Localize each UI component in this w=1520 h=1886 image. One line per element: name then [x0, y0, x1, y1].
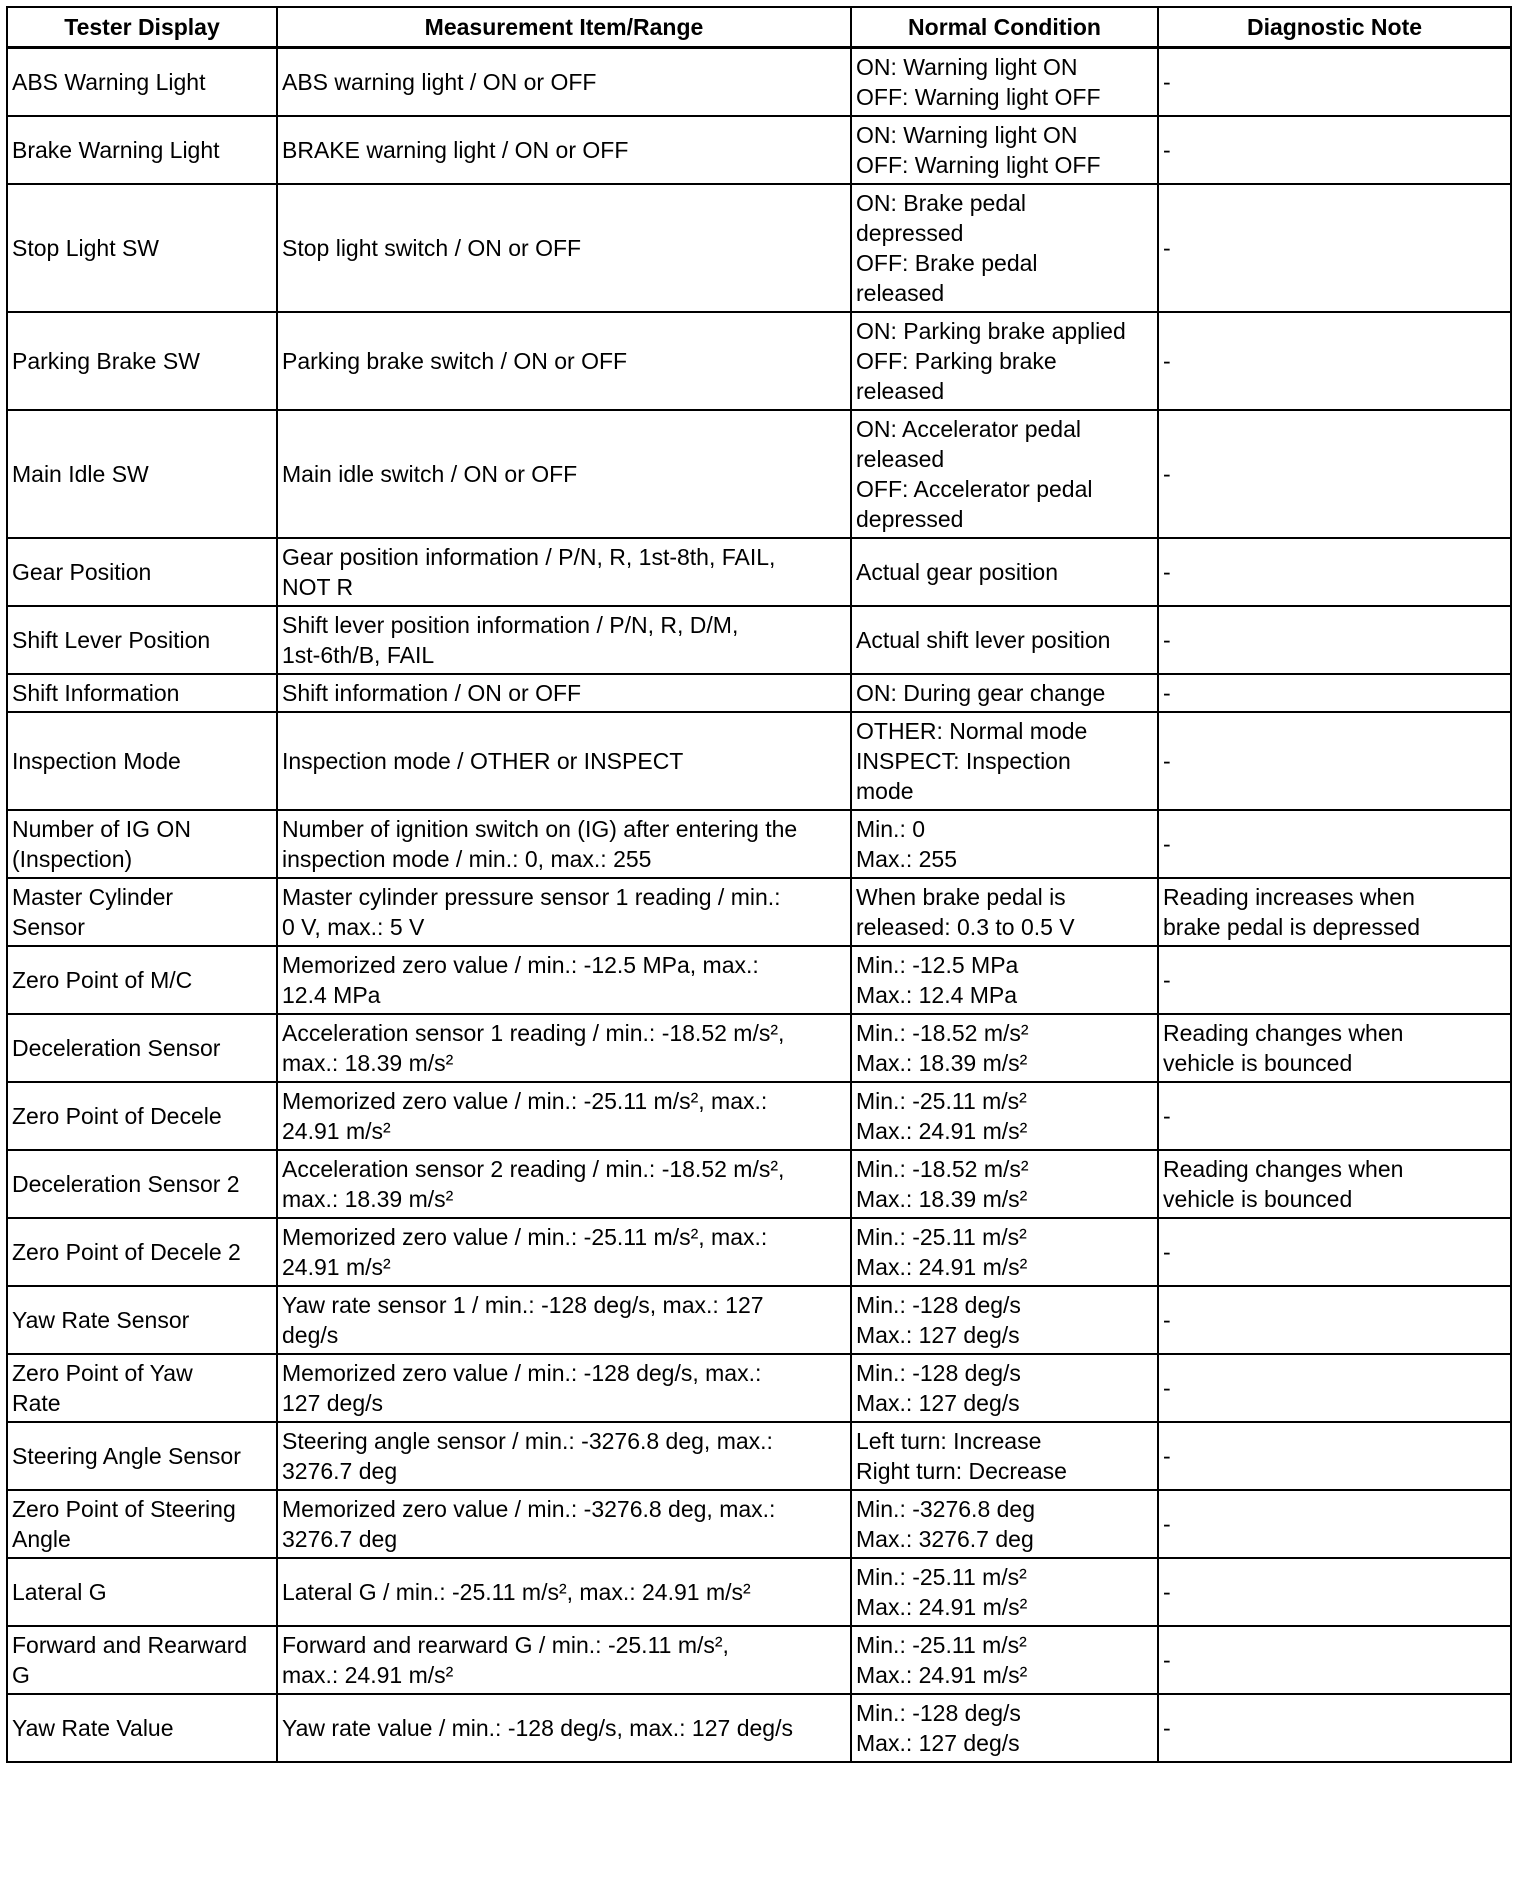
cell-text-line: max.: 18.39 m/s² [282, 1186, 454, 1212]
cell-text-line: Max.: 255 [856, 846, 957, 872]
cell-diagnostic-note [1158, 1218, 1511, 1286]
cell-diagnostic-note [1158, 810, 1511, 878]
cell-text-line: 1st-6th/B, FAIL [282, 642, 435, 668]
table-row [7, 946, 1511, 1014]
cell-text-line: Max.: 18.39 m/s² [856, 1050, 1028, 1076]
cell-text-line: 3276.7 deg [282, 1526, 398, 1552]
cell-text-line: max.: 24.91 m/s² [282, 1662, 454, 1688]
cell-text-line: OFF: Parking brake [856, 348, 1057, 374]
cell-normal-condition [851, 1082, 1158, 1150]
cell-text-line: Reading increases when [1163, 884, 1415, 910]
cell-text-line: - [1163, 69, 1171, 95]
cell-text-line: When brake pedal is [856, 884, 1066, 910]
cell-text-line: OFF: Accelerator pedal [856, 476, 1093, 502]
cell-text-line: - [1163, 1579, 1171, 1605]
table-row [7, 410, 1511, 538]
cell-text-line: Yaw Rate Value [12, 1715, 174, 1741]
cell-text-line: released [856, 446, 945, 472]
cell-text-line: Deceleration Sensor [12, 1035, 221, 1061]
cell-text-line: Inspection Mode [12, 748, 181, 774]
cell-text-line: Max.: 24.91 m/s² [856, 1254, 1028, 1280]
cell-text-line: Max.: 24.91 m/s² [856, 1662, 1028, 1688]
cell-measurement-item [277, 410, 851, 538]
cell-diagnostic-note [1158, 878, 1511, 946]
cell-diagnostic-note [1158, 312, 1511, 410]
cell-text-line: Reading changes when [1163, 1020, 1404, 1046]
cell-text-line: Max.: 18.39 m/s² [856, 1186, 1028, 1212]
cell-text-line: Max.: 127 deg/s [856, 1730, 1020, 1756]
cell-diagnostic-note [1158, 116, 1511, 184]
cell-normal-condition [851, 1218, 1158, 1286]
cell-text-line: - [1163, 1443, 1171, 1469]
cell-diagnostic-note [1158, 712, 1511, 810]
cell-text-line: OFF: Brake pedal [856, 250, 1038, 276]
header-tester-display: Tester Display [7, 7, 277, 48]
cell-text-line: Min.: -18.52 m/s² [856, 1020, 1029, 1046]
page [6, 6, 1510, 1763]
cell-measurement-item [277, 1422, 851, 1490]
cell-text-line: Inspection mode / OTHER or INSPECT [282, 748, 684, 774]
cell-normal-condition [851, 712, 1158, 810]
cell-diagnostic-note [1158, 1626, 1511, 1694]
cell-text-line: Actual gear position [856, 559, 1059, 585]
cell-tester-display [7, 116, 277, 184]
cell-text-line: Yaw rate sensor 1 / min.: -128 deg/s, max.: 127 [282, 1292, 764, 1318]
cell-text-line: 127 deg/s [282, 1390, 384, 1416]
cell-text-line: Memorized zero value / min.: -25.11 m/s², max.: [282, 1224, 768, 1250]
cell-measurement-item [277, 1558, 851, 1626]
header-normal-condition: Normal Condition [851, 7, 1158, 48]
cell-text-line: Shift information / ON or OFF [282, 680, 582, 706]
cell-normal-condition [851, 606, 1158, 674]
cell-tester-display [7, 538, 277, 606]
cell-tester-display [7, 1558, 277, 1626]
table-row [7, 538, 1511, 606]
cell-text-line: 24.91 m/s² [282, 1118, 391, 1144]
cell-diagnostic-note [1158, 410, 1511, 538]
cell-text-line: Min.: -18.52 m/s² [856, 1156, 1029, 1182]
cell-text-line: ABS warning light / ON or OFF [282, 69, 597, 95]
cell-text-line: Max.: 24.91 m/s² [856, 1594, 1028, 1620]
cell-text-line: Memorized zero value / min.: -12.5 MPa, max.: [282, 952, 759, 978]
cell-measurement-item [277, 878, 851, 946]
cell-text-line: - [1163, 831, 1171, 857]
cell-text-line: ON: During gear change [856, 680, 1106, 706]
cell-text-line: vehicle is bounced [1163, 1050, 1353, 1076]
cell-text-line: Min.: -128 deg/s [856, 1360, 1021, 1386]
cell-text-line: Memorized zero value / min.: -128 deg/s, max.: [282, 1360, 762, 1386]
cell-text-line: Zero Point of Steering [12, 1496, 236, 1522]
cell-text-line: - [1163, 461, 1171, 487]
cell-text-line: Sensor [12, 914, 85, 940]
cell-diagnostic-note [1158, 48, 1511, 117]
cell-text-line: - [1163, 1375, 1171, 1401]
cell-text-line: Main Idle SW [12, 461, 149, 487]
table-row [7, 312, 1511, 410]
cell-text-line: ON: Warning light ON [856, 54, 1078, 80]
cell-text-line: Memorized zero value / min.: -25.11 m/s², max.: [282, 1088, 768, 1114]
cell-text-line: Actual shift lever position [856, 627, 1111, 653]
cell-text-line: Forward and Rearward [12, 1632, 248, 1658]
cell-diagnostic-note [1158, 1286, 1511, 1354]
cell-text-line: - [1163, 1511, 1171, 1537]
data-list-table [6, 6, 1512, 1763]
cell-text-line: Max.: 127 deg/s [856, 1390, 1020, 1416]
cell-tester-display [7, 810, 277, 878]
cell-text-line: vehicle is bounced [1163, 1186, 1353, 1212]
cell-measurement-item [277, 606, 851, 674]
table-row [7, 810, 1511, 878]
cell-diagnostic-note [1158, 1694, 1511, 1762]
cell-text-line: inspection mode / min.: 0, max.: 255 [282, 846, 652, 872]
table-row [7, 116, 1511, 184]
cell-tester-display [7, 1490, 277, 1558]
table-row [7, 606, 1511, 674]
cell-text-line: Number of ignition switch on (IG) after entering the [282, 816, 798, 842]
cell-tester-display [7, 48, 277, 117]
table-row [7, 1014, 1511, 1082]
cell-measurement-item [277, 48, 851, 117]
cell-text-line: Angle [12, 1526, 71, 1552]
cell-diagnostic-note [1158, 1082, 1511, 1150]
cell-tester-display [7, 1218, 277, 1286]
cell-text-line: depressed [856, 220, 964, 246]
cell-measurement-item [277, 312, 851, 410]
cell-text-line: Left turn: Increase [856, 1428, 1042, 1454]
table-row [7, 1558, 1511, 1626]
cell-normal-condition [851, 184, 1158, 312]
cell-text-line: - [1163, 680, 1171, 706]
cell-text-line: Master Cylinder [12, 884, 174, 910]
cell-text-line: Master cylinder pressure sensor 1 reading / min.: [282, 884, 781, 910]
cell-text-line: Max.: 12.4 MPa [856, 982, 1018, 1008]
cell-text-line: Lateral G / min.: -25.11 m/s², max.: 24.91 m/s² [282, 1579, 751, 1605]
cell-text-line: Max.: 127 deg/s [856, 1322, 1020, 1348]
cell-diagnostic-note [1158, 674, 1511, 712]
cell-tester-display [7, 674, 277, 712]
cell-normal-condition [851, 1150, 1158, 1218]
cell-text-line: Min.: -128 deg/s [856, 1292, 1021, 1318]
header-diagnostic-note: Diagnostic Note [1158, 7, 1511, 48]
cell-text-line: OFF: Warning light OFF [856, 152, 1101, 178]
cell-text-line: Deceleration Sensor 2 [12, 1171, 240, 1197]
cell-text-line: NOT R [282, 574, 354, 600]
cell-normal-condition [851, 1422, 1158, 1490]
cell-tester-display [7, 606, 277, 674]
cell-measurement-item [277, 1286, 851, 1354]
cell-tester-display [7, 1082, 277, 1150]
cell-text-line: 12.4 MPa [282, 982, 381, 1008]
cell-normal-condition [851, 410, 1158, 538]
cell-normal-condition [851, 48, 1158, 117]
cell-diagnostic-note [1158, 1422, 1511, 1490]
table-header [7, 7, 1511, 48]
cell-text-line: ABS Warning Light [12, 69, 206, 95]
cell-normal-condition [851, 312, 1158, 410]
cell-diagnostic-note [1158, 184, 1511, 312]
cell-text-line: Yaw Rate Sensor [12, 1307, 190, 1333]
cell-text-line: - [1163, 967, 1171, 993]
cell-normal-condition [851, 674, 1158, 712]
cell-text-line: - [1163, 627, 1171, 653]
cell-text-line: - [1163, 559, 1171, 585]
cell-text-line: OTHER: Normal mode [856, 718, 1088, 744]
cell-tester-display [7, 878, 277, 946]
cell-measurement-item [277, 116, 851, 184]
cell-measurement-item [277, 810, 851, 878]
cell-text-line: Lateral G [12, 1579, 107, 1605]
cell-text-line: Acceleration sensor 1 reading / min.: -18.52 m/s², [282, 1020, 785, 1046]
cell-text-line: - [1163, 748, 1171, 774]
cell-tester-display [7, 1626, 277, 1694]
cell-text-line: - [1163, 1307, 1171, 1333]
cell-text-line: Yaw rate value / min.: -128 deg/s, max.: 127 deg/s [282, 1715, 793, 1741]
cell-measurement-item [277, 538, 851, 606]
cell-text-line: Min.: -25.11 m/s² [856, 1224, 1027, 1250]
cell-text-line: OFF: Warning light OFF [856, 84, 1101, 110]
cell-text-line: ON: Parking brake applied [856, 318, 1126, 344]
table-row [7, 674, 1511, 712]
cell-measurement-item [277, 184, 851, 312]
cell-text-line: Zero Point of M/C [12, 967, 193, 993]
cell-text-line: - [1163, 1647, 1171, 1673]
cell-text-line: Stop light switch / ON or OFF [282, 235, 582, 261]
cell-text-line: Zero Point of Decele [12, 1103, 222, 1129]
cell-measurement-item [277, 1354, 851, 1422]
cell-text-line: ON: Brake pedal [856, 190, 1027, 216]
cell-normal-condition [851, 878, 1158, 946]
cell-text-line: Gear Position [12, 559, 152, 585]
cell-text-line: Max.: 3276.7 deg [856, 1526, 1034, 1552]
cell-text-line: Shift lever position information / P/N, R, D/M, [282, 612, 739, 638]
cell-measurement-item [277, 1218, 851, 1286]
cell-normal-condition [851, 116, 1158, 184]
cell-normal-condition [851, 946, 1158, 1014]
table-row [7, 712, 1511, 810]
cell-text-line: - [1163, 1715, 1171, 1741]
cell-text-line: Min.: 0 [856, 816, 926, 842]
cell-normal-condition [851, 538, 1158, 606]
cell-text-line: Shift Lever Position [12, 627, 211, 653]
header-row [7, 7, 1511, 48]
cell-normal-condition [851, 1626, 1158, 1694]
cell-measurement-item [277, 946, 851, 1014]
cell-text-line: Rate [12, 1390, 61, 1416]
cell-diagnostic-note [1158, 1014, 1511, 1082]
cell-text-line: Acceleration sensor 2 reading / min.: -18.52 m/s², [282, 1156, 785, 1182]
cell-text-line: 3276.7 deg [282, 1458, 398, 1484]
cell-tester-display [7, 1286, 277, 1354]
cell-text-line: Min.: -128 deg/s [856, 1700, 1021, 1726]
cell-tester-display [7, 410, 277, 538]
cell-text-line: 24.91 m/s² [282, 1254, 391, 1280]
table-row [7, 184, 1511, 312]
cell-text-line: Zero Point of Decele 2 [12, 1239, 241, 1265]
cell-normal-condition [851, 1694, 1158, 1762]
cell-tester-display [7, 1354, 277, 1422]
cell-measurement-item [277, 712, 851, 810]
cell-text-line: released [856, 280, 945, 306]
cell-text-line: G [12, 1662, 30, 1688]
cell-measurement-item [277, 1626, 851, 1694]
cell-normal-condition [851, 1490, 1158, 1558]
cell-text-line: Min.: -3276.8 deg [856, 1496, 1036, 1522]
cell-normal-condition [851, 810, 1158, 878]
cell-tester-display [7, 312, 277, 410]
cell-text-line: Min.: -25.11 m/s² [856, 1632, 1027, 1658]
cell-tester-display [7, 712, 277, 810]
cell-text-line: brake pedal is depressed [1163, 914, 1420, 940]
table-row [7, 1354, 1511, 1422]
cell-measurement-item [277, 1490, 851, 1558]
cell-text-line: ON: Accelerator pedal [856, 416, 1082, 442]
table-row [7, 1626, 1511, 1694]
cell-normal-condition [851, 1354, 1158, 1422]
cell-text-line: Shift Information [12, 680, 180, 706]
cell-text-line: depressed [856, 506, 964, 532]
cell-text-line: INSPECT: Inspection [856, 748, 1071, 774]
cell-text-line: - [1163, 235, 1171, 261]
table-row [7, 878, 1511, 946]
cell-tester-display [7, 1422, 277, 1490]
cell-text-line: - [1163, 1103, 1171, 1129]
cell-tester-display [7, 1150, 277, 1218]
cell-tester-display [7, 1694, 277, 1762]
cell-text-line: Main idle switch / ON or OFF [282, 461, 578, 487]
cell-text-line: Reading changes when [1163, 1156, 1404, 1182]
table-row [7, 1422, 1511, 1490]
cell-text-line: BRAKE warning light / ON or OFF [282, 137, 629, 163]
cell-text-line: Right turn: Decrease [856, 1458, 1067, 1484]
cell-text-line: - [1163, 1239, 1171, 1265]
cell-diagnostic-note [1158, 1150, 1511, 1218]
cell-text-line: ON: Warning light ON [856, 122, 1078, 148]
cell-measurement-item [277, 674, 851, 712]
cell-text-line: released [856, 378, 945, 404]
table-row [7, 1694, 1511, 1762]
cell-normal-condition [851, 1014, 1158, 1082]
table-row [7, 1218, 1511, 1286]
cell-normal-condition [851, 1558, 1158, 1626]
cell-text-line: Brake Warning Light [12, 137, 220, 163]
table-row [7, 1150, 1511, 1218]
header-measurement-item: Measurement Item/Range [277, 7, 851, 48]
cell-text-line: Number of IG ON [12, 816, 191, 842]
cell-diagnostic-note [1158, 1558, 1511, 1626]
cell-measurement-item [277, 1150, 851, 1218]
cell-text-line: deg/s [282, 1322, 339, 1348]
cell-text-line: Min.: -12.5 MPa [856, 952, 1019, 978]
cell-measurement-item [277, 1014, 851, 1082]
cell-diagnostic-note [1158, 1490, 1511, 1558]
cell-text-line: max.: 18.39 m/s² [282, 1050, 454, 1076]
cell-tester-display [7, 184, 277, 312]
table-row [7, 1082, 1511, 1150]
table-row [7, 1490, 1511, 1558]
cell-text-line: Steering Angle Sensor [12, 1443, 241, 1469]
cell-diagnostic-note [1158, 606, 1511, 674]
cell-tester-display [7, 1014, 277, 1082]
cell-text-line: Memorized zero value / min.: -3276.8 deg, max.: [282, 1496, 776, 1522]
cell-normal-condition [851, 1286, 1158, 1354]
table-body [7, 48, 1511, 1763]
cell-diagnostic-note [1158, 1354, 1511, 1422]
cell-text-line: Parking brake switch / ON or OFF [282, 348, 628, 374]
table-row [7, 1286, 1511, 1354]
cell-text-line: Steering angle sensor / min.: -3276.8 deg, max.: [282, 1428, 773, 1454]
cell-text-line: Max.: 24.91 m/s² [856, 1118, 1028, 1144]
cell-text-line: (Inspection) [12, 846, 133, 872]
cell-diagnostic-note [1158, 538, 1511, 606]
cell-text-line: Min.: -25.11 m/s² [856, 1088, 1027, 1114]
cell-text-line: - [1163, 137, 1171, 163]
cell-measurement-item [277, 1694, 851, 1762]
cell-diagnostic-note [1158, 946, 1511, 1014]
cell-text-line: Gear position information / P/N, R, 1st-8th, FAIL, [282, 544, 776, 570]
cell-text-line: Forward and rearward G / min.: -25.11 m/s², [282, 1632, 729, 1658]
cell-text-line: - [1163, 348, 1171, 374]
cell-text-line: mode [856, 778, 914, 804]
cell-tester-display [7, 946, 277, 1014]
table-row [7, 48, 1511, 117]
cell-text-line: Min.: -25.11 m/s² [856, 1564, 1027, 1590]
cell-text-line: 0 V, max.: 5 V [282, 914, 425, 940]
cell-measurement-item [277, 1082, 851, 1150]
cell-text-line: Stop Light SW [12, 235, 160, 261]
cell-text-line: released: 0.3 to 0.5 V [856, 914, 1075, 940]
cell-text-line: Parking Brake SW [12, 348, 200, 374]
cell-text-line: Zero Point of Yaw [12, 1360, 193, 1386]
